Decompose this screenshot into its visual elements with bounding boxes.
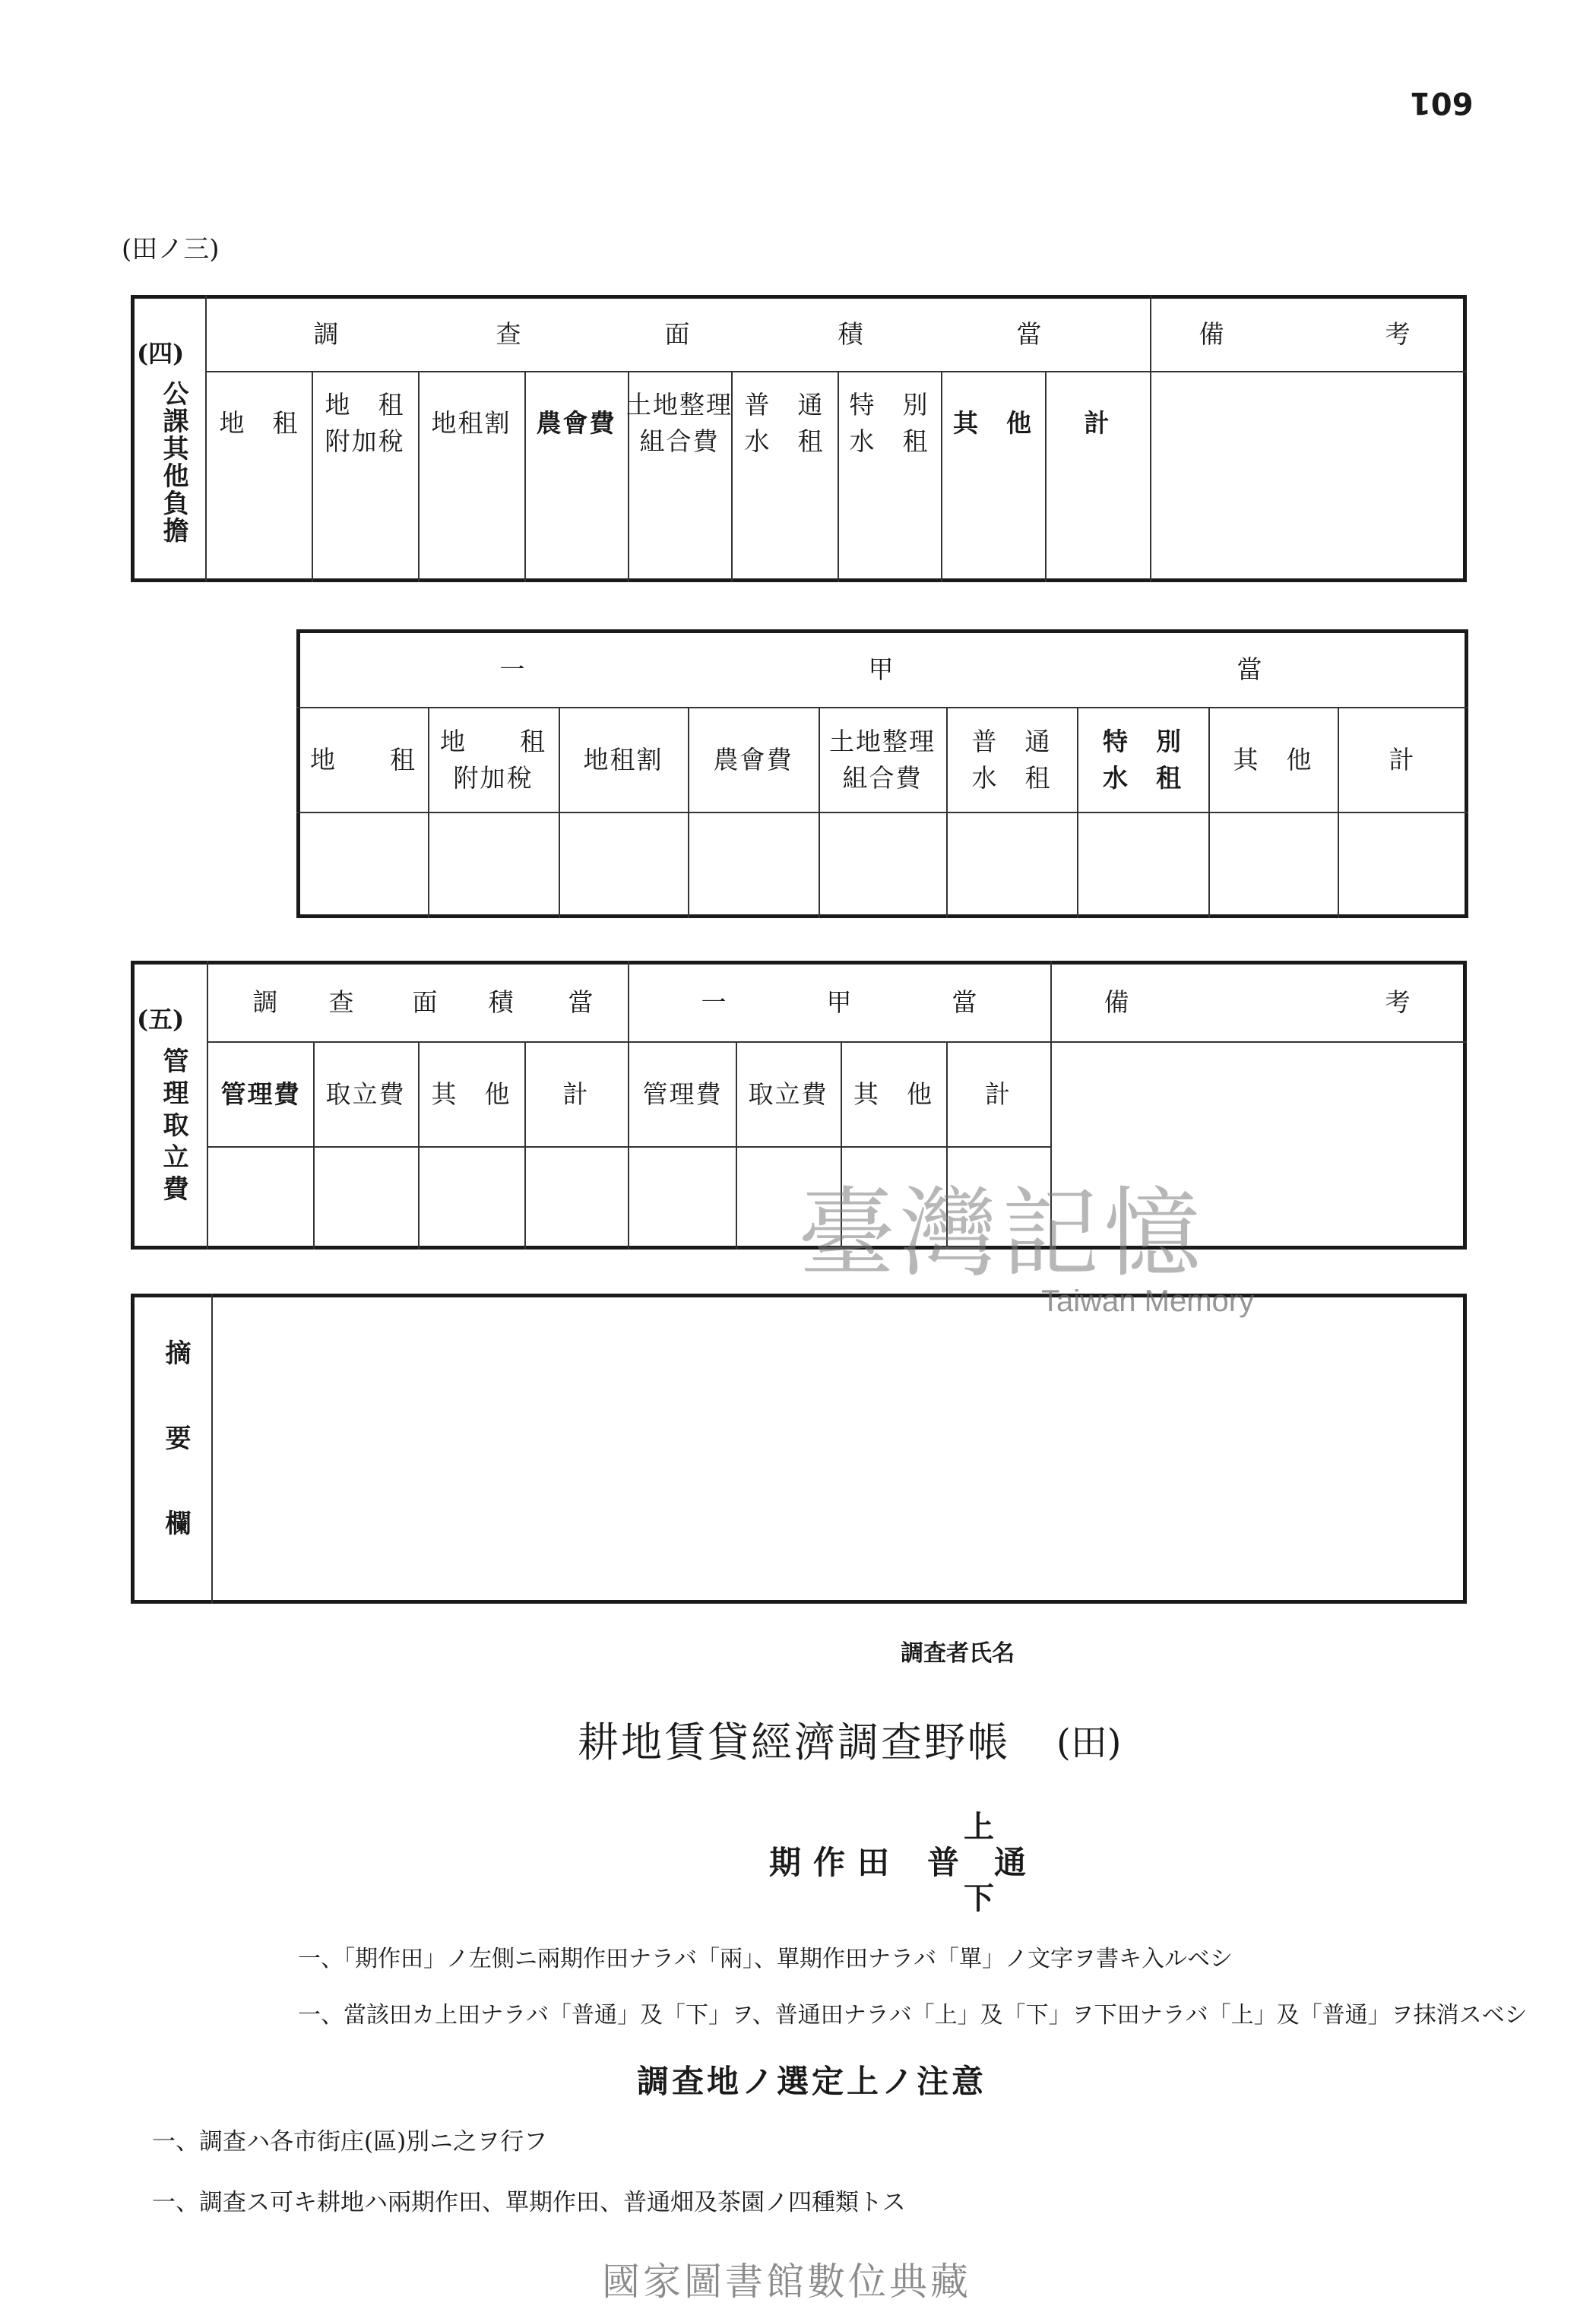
t5-h-r1: 備 [1104,987,1131,1018]
instruction-2: 一、當該田カ上田ナラバ「普通」及「下」ヲ、普通田ナラバ「上」及「下」ヲ下田ナラバ「上」及「普通」ヲ抹消スベシ [298,2002,1528,2029]
watermark-en: Taiwan Memory [1041,1284,1255,1318]
t5-col-m3: 其 他 [853,1079,933,1110]
t5-col-m4: 計 [985,1079,1012,1110]
grade-top: 上 [964,1809,994,1845]
t4-col-1: 地 租 [219,408,299,439]
remarks-side-label: 摘要欄 [160,1339,191,1595]
table-4-side-label: 公課其他負擔 [158,380,188,544]
table-5-side-label: 管理取立費 [158,1047,188,1207]
remarks-border [131,1294,1467,1604]
t5-h-m1: 一 [701,987,728,1018]
t5-h-l2: 查 [328,987,356,1018]
t4-col-5: 土地整理 組合費 [626,390,733,456]
grade-center: 普 [927,1844,960,1881]
section-label: (田ノ三) [122,234,220,264]
notes-heading: 調查地ノ選定上ノ注意 [637,2063,987,2100]
tk-col-2: 地 租 附加稅 [440,727,546,793]
tk-col-7: 特 別 水 租 [1103,727,1183,793]
tk-col-6: 普 通 水 租 [971,727,1052,793]
title-suffix: (田) [1056,1722,1122,1764]
page-number: 601 [1410,85,1474,120]
t4-h-r1: 備 [1199,319,1226,350]
note-1: 一、調查ハ各市街庄(區)別ニ之ヲ行フ [152,2128,548,2156]
t5-h-l1: 調 [252,987,280,1018]
grade-right: 通 [994,1844,1027,1881]
t4-col-4: 農會費 [536,408,616,439]
t5-h-l5: 當 [568,987,595,1018]
grade-bottom: 下 [964,1880,994,1916]
instruction-1: 一、「期作田」ノ左側ニ兩期作田ナラバ「兩」、單期作田ナラバ「單」ノ文字ヲ書キ入ルベシ [298,1946,1233,1972]
tk-col-5: 土地整理 組合費 [829,727,936,793]
t4-col-9: 計 [1084,408,1111,439]
t4-col-8: 其 他 [953,408,1033,439]
table-5-label: (五) [137,1005,185,1034]
t5-col-l1: 管理費 [220,1079,301,1110]
tk-h-c3: 當 [1237,654,1264,685]
t5-h-m3: 當 [952,987,979,1018]
tk-col-4: 農會費 [713,745,793,775]
t5-col-l2: 取立費 [325,1079,406,1110]
t5-h-l3: 面 [412,987,439,1018]
tk-col-3: 地租割 [583,745,663,775]
tk-h-c1: 一 [499,654,527,685]
note-2: 一、調查ス可キ耕地ハ兩期作田、單期作田、普通畑及茶園ノ四種類トス [152,2189,906,2216]
title: 耕地賃貸經濟調查野帳 [578,1718,1011,1766]
t4-col-7: 特 別 水 租 [849,390,929,456]
t4-col-3: 地租割 [431,408,511,439]
t5-col-l3: 其 他 [431,1079,511,1110]
t4-h-c1: 調 [313,319,340,350]
t4-h-c3: 面 [664,319,692,350]
t4-col-2: 地 租 附加稅 [325,390,405,456]
t5-col-l4: 計 [562,1079,590,1110]
tk-col-1: 地 租 [310,745,416,775]
t5-h-m2: 甲 [826,987,853,1018]
tk-col-9: 計 [1389,745,1416,775]
t5-h-r2: 考 [1385,987,1412,1018]
t5-col-m2: 取立費 [748,1079,828,1110]
t5-col-m1: 管理費 [642,1079,723,1110]
t4-h-c4: 積 [838,319,865,350]
tk-h-c2: 甲 [868,654,895,685]
surveyor-label: 調査者氏名 [901,1640,1015,1667]
tk-col-8: 其 他 [1233,745,1313,775]
footer-archive: 國家圖書館數位典藏 [602,2260,971,2304]
t4-col-6: 普 通 水 租 [744,390,825,456]
t4-h-c5: 當 [1016,319,1043,350]
grade-left: 期作田 [769,1844,902,1881]
watermark-zh: 臺灣記憶 [798,1177,1206,1291]
t4-h-r2: 考 [1385,319,1412,350]
table-4-label: (四) [137,339,185,368]
t4-h-c2: 查 [496,319,523,350]
t5-h-l4: 積 [488,987,515,1018]
